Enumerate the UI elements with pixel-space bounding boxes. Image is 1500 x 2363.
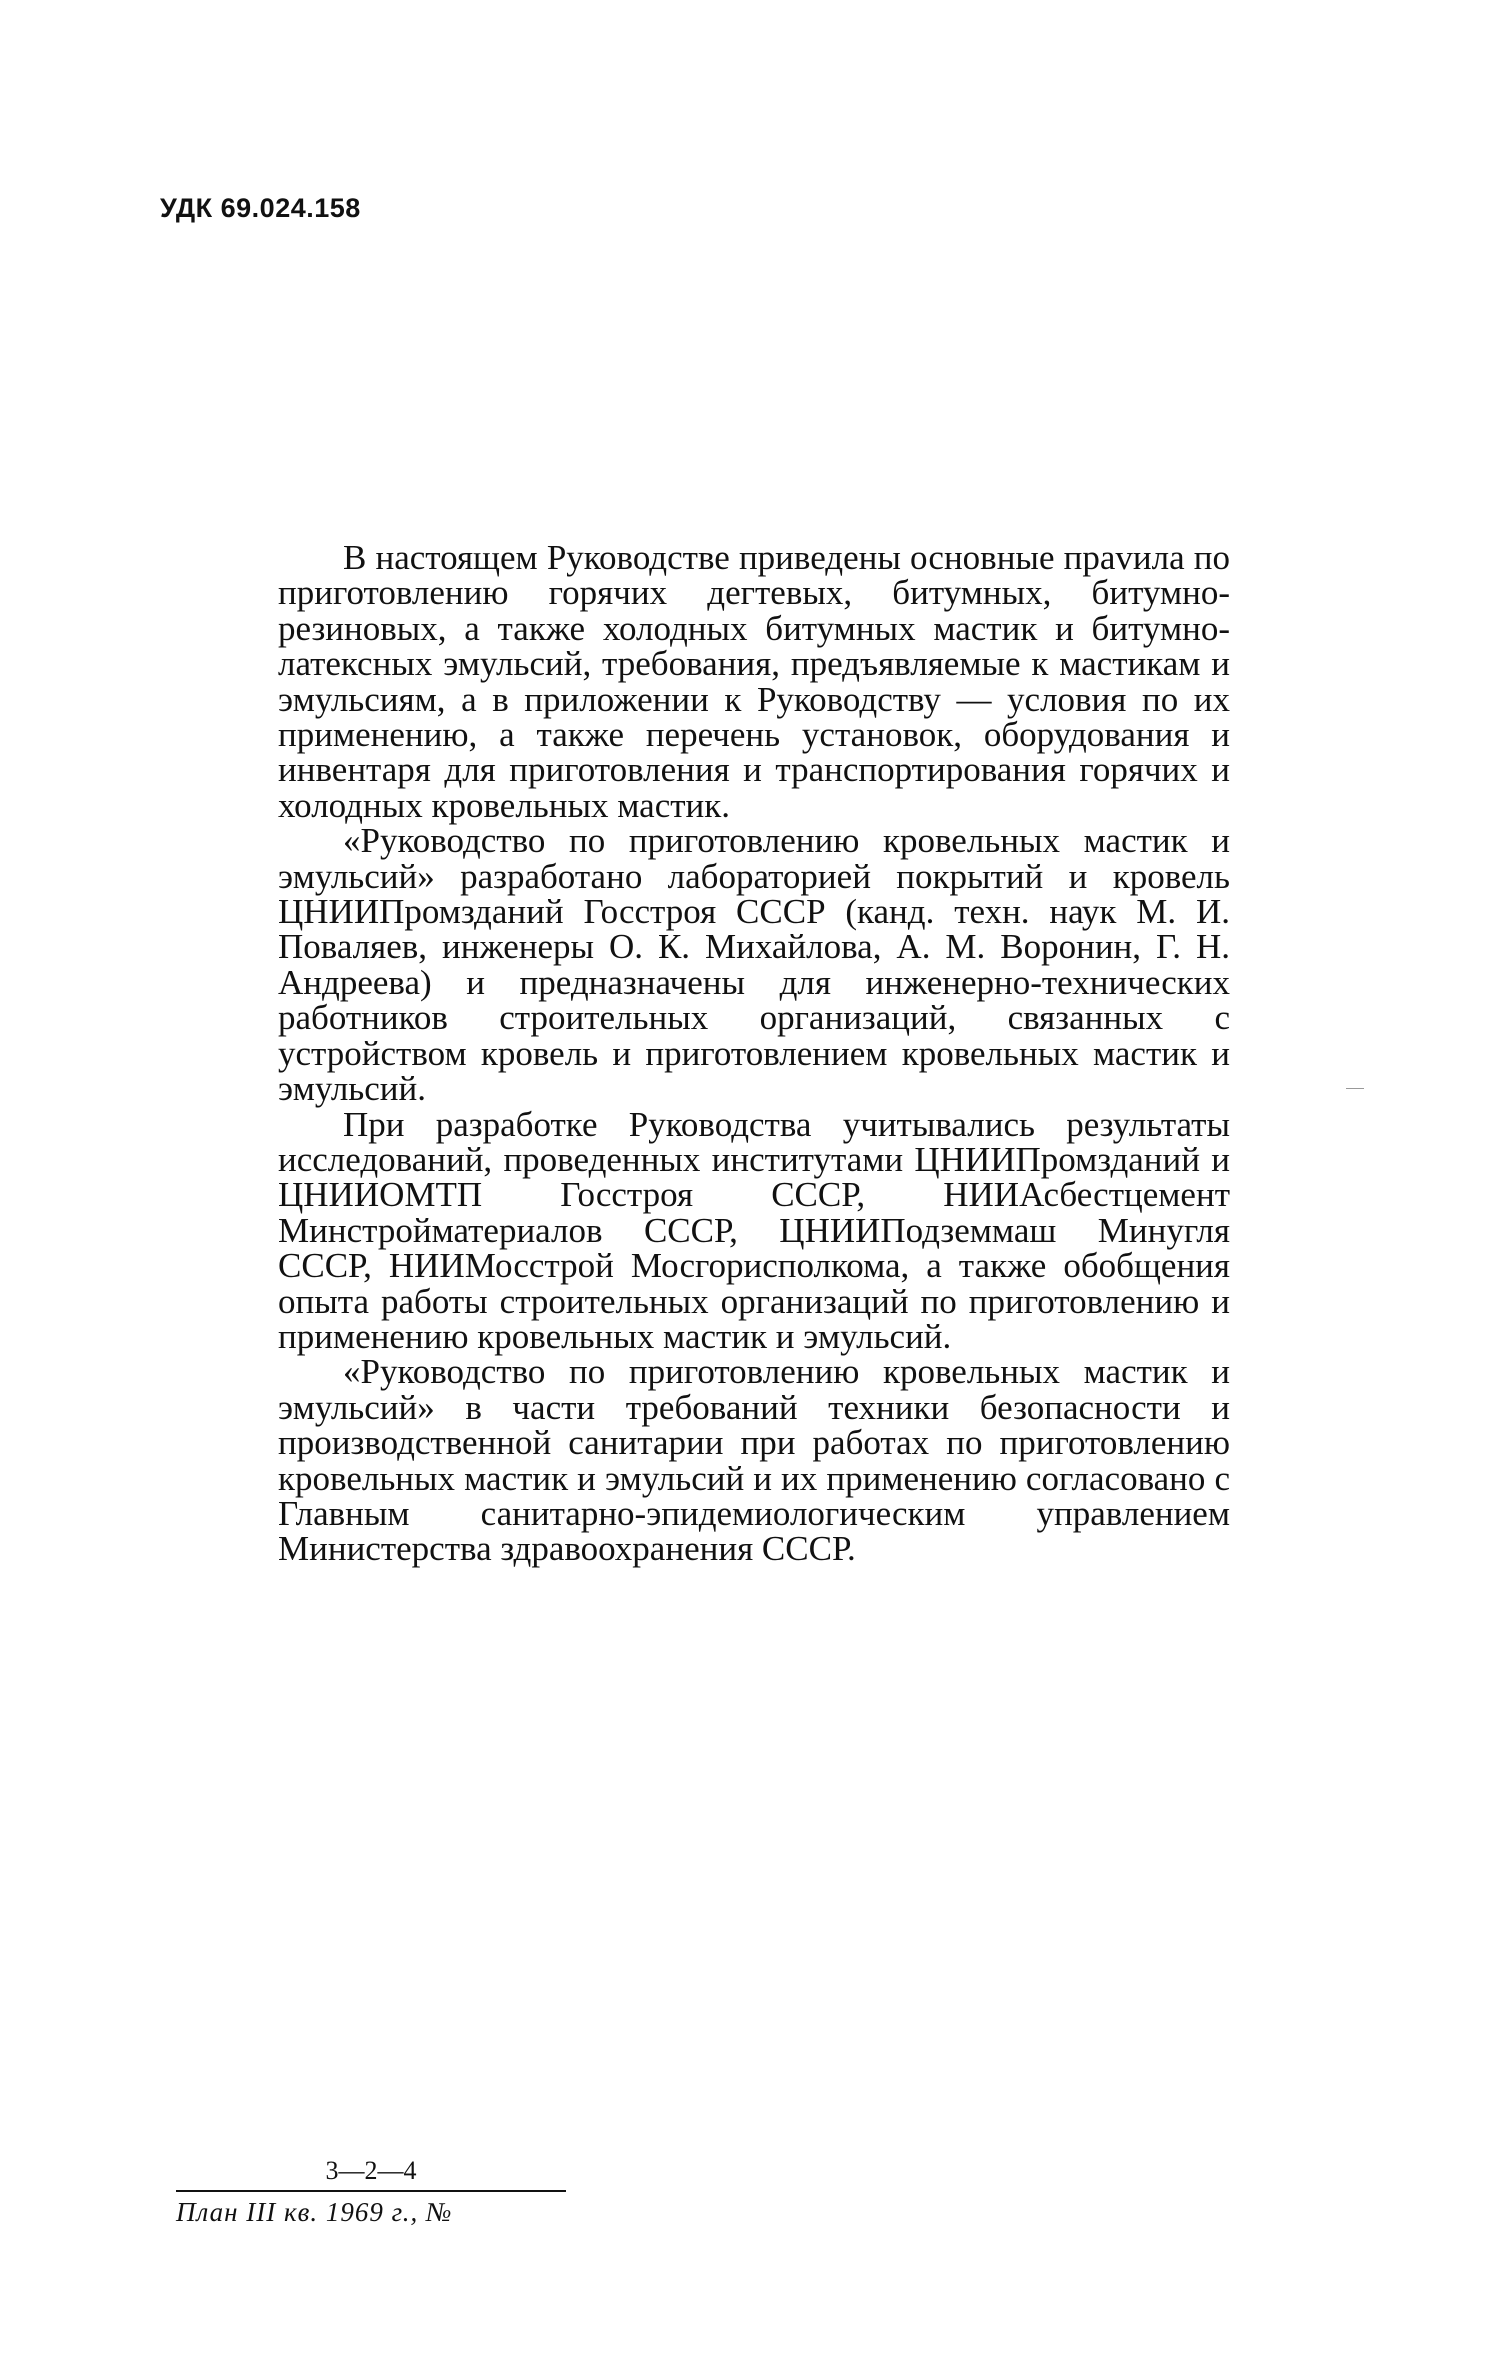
document-body: [278, 540, 1230, 1567]
udk-code: УДК 69.024.158: [160, 193, 361, 223]
paragraph-approval: «Руководство по приготовлению кровельных мастик и эмульсий» в части требований техники безопасности и производственной санитарии при работах по приготовлению кровельных мастик и эмульсий и их применению согласовано с Главным санитарно-эпидемиологическим управлением Министерства здравоохранения СССР.: [278, 1352, 1230, 1569]
publication-plan: План III кв. 1969 г., №: [176, 2197, 453, 2227]
paragraph-intro: В настоящем Руководстве приведены основные праvила по приготовлению горячих дегтевых, битумных, битумно-резиновых, а также холодных битумных мастик и битумно-латексных эмульсий, требования, предъявляемые к мастикам и эмульсиям, а в приложении к Руководству — условия по их применению, а также перечень установок, оборудования и инвентаря для приготовления и транспортирования горячих и холодных кровельных мастик.: [278, 538, 1230, 825]
publication-footer: [176, 2156, 566, 2228]
footer-rule: [176, 2190, 566, 2192]
margin-mark: [1346, 1088, 1364, 1089]
publication-code: 3—2—4: [325, 2156, 417, 2185]
paragraph-authors: «Руководство по приготовлению кровельных мастик и эмульсий» разработано лабораторией покрытий и кровель ЦНИИПромзданий Госстроя СССР (канд. техн. наук М. И. Поваляев, инженеры О. К. Михайлова, А. М. Воронин, Г. Н. Андреева) и предназначены для инженерно-технических работников строительных организаций, связанных с устройством кровель и приготовлением кровельных мастик и эмульсий.: [278, 821, 1230, 1109]
paragraph-research: При разработке Руководства учитывались результаты исследований, проведенных институтами ЦНИИПромзданий и ЦНИИОМТП Госстроя СССР, НИИАсбестцемент Минстройматериалов СССР, ЦНИИПодземмаш Минугля СССР, НИИМосстрой Мосгорисполкома, а также обобщения опыта работы строительных организаций по приготовлению и применению кровельных мастик и эмульсий.: [278, 1104, 1230, 1356]
